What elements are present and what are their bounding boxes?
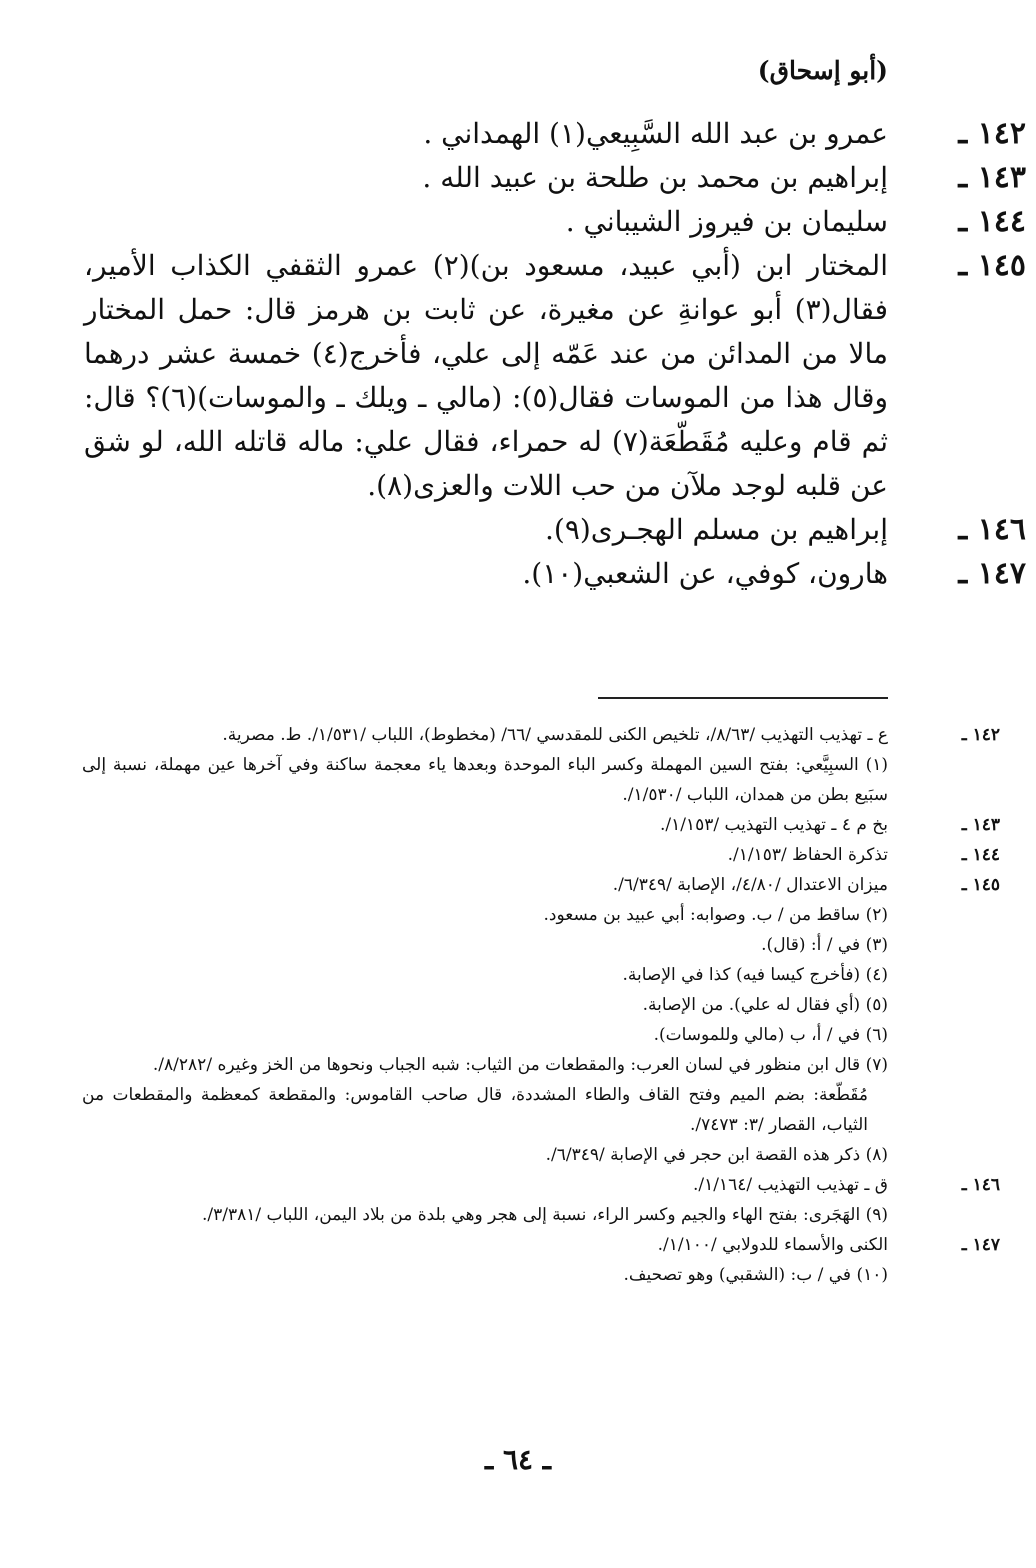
entry-147 [84, 552, 1026, 596]
footnote [82, 1080, 888, 1140]
footnote-text: (٥) (أي فقال له علي). من الإصابة. [642, 995, 888, 1015]
entry-143 [84, 156, 1026, 200]
footnote-text: (٣) في / أ: (قال). [761, 935, 888, 955]
footnote-text: ق ـ تهذيب التهذيب /١/١٦٤/. [692, 1175, 888, 1195]
footnote [82, 1230, 1000, 1260]
footnote [82, 870, 1000, 900]
footnote-number: ١٤٧ ـ [961, 1235, 1000, 1255]
footnote-text: ع ـ تهذيب التهذيب /٨/٦٣/، تلخيص الكنى للمقدسي /٦٦/ (مخطوط)، اللباب /١/٥٣١/. ط. مصرية. [222, 725, 888, 745]
footnote-number: ١٤٥ ـ [961, 875, 1000, 895]
entry-number: ١٤٤ ـ [958, 204, 1026, 239]
footnote [82, 1260, 888, 1290]
footnote [82, 990, 888, 1020]
entry-number: ١٤٦ ـ [958, 512, 1026, 547]
entry-text: عمرو بن عبد الله السَّبِيعي(١) الهمداني . [423, 117, 888, 150]
footnote-text: ميزان الاعتدال /٤/٨٠/، الإصابة /٦/٣٤٩/. [612, 875, 888, 895]
footnote [82, 960, 888, 990]
footnote-number: ١٤٤ ـ [961, 845, 1000, 865]
footnote-text: (٧) قال ابن منظور في لسان العرب: والمقطعات من الثياب: شبه الجباب ونحوها من الخز وغيره /٨/٢٨٢/. [152, 1055, 888, 1075]
entry-number: ١٤٢ ـ [958, 116, 1026, 151]
footnote [82, 1200, 888, 1230]
footnote-text: (١) السبِيَّعي: بفتح السين المهملة وكسر الباء الموحدة وبعدها ياء معجمة ساكنة وفي آخرها عين مهملة، نسبة إلى سبَيع بطن من همدان، اللباب /١/٥٣٠/. [82, 755, 889, 805]
footnote-text: (١٠) في / ب: (الشقبي) وهو تصحيف. [623, 1265, 888, 1285]
footnote-number: ١٤٣ ـ [961, 815, 1000, 835]
entry-number: ١٤٣ ـ [958, 160, 1026, 195]
footnote-text: (٢) ساقط من / ب. وصوابه: أبي عبيد بن مسعود. [543, 905, 888, 925]
footnotes [82, 720, 1000, 1290]
footnote-number: ١٤٢ ـ [961, 725, 1000, 745]
footnote-text: (٩) الهَجَرى: بفتح الهاء والجيم وكسر الراء، نسبة إلى هجر وهي بلدة من بلاد اليمن، اللباب /٣/٣٨١/. [201, 1205, 888, 1225]
entry-146 [84, 508, 1026, 552]
entry-142 [84, 112, 1026, 156]
footnote [82, 1170, 1000, 1200]
footnote-text: الكنى والأسماء للدولابي /١/١٠٠/. [657, 1235, 888, 1255]
footnote [82, 810, 1000, 840]
footnote-text: تذكرة الحفاظ /١/١٥٣/. [727, 845, 888, 865]
entry-text: المختار ابن (أبي عبيد، مسعود بن)(٢) عمرو الثقفي الكذاب الأمير، فقال(٣) أبو عوانةِ عن مغيرة، عن ثابت بن هرمز قال: حمل المختار مالا من المدائن من عند عَمّه إلى علي، فأخرج(٤) خمسة عشر درهما وقال هذا من الموسات فقال(٥): (مالي ـ ويلك ـ والموسات)(٦)؟ قال: ثم قام وعليه مُقَطّعَة(٧) له حمراء، فقال علي: ماله قاتله الله، لو شق عن قلبه لوجد ملآن من حب اللات والعزى(٨). [84, 249, 889, 502]
entry-144 [84, 200, 1026, 244]
footnote [82, 930, 888, 960]
entry-text: إبراهيم بن محمد بن طلحة بن عبيد الله . [422, 161, 888, 194]
footnote [82, 840, 1000, 870]
footnote-number: ١٤٦ ـ [961, 1175, 1000, 1195]
footnote [82, 720, 1000, 750]
running-header: (أبو إسحاق) [757, 56, 888, 85]
footnote [82, 1020, 888, 1050]
main-text [84, 112, 1026, 596]
entry-text: سليمان بن فيروز الشيباني . [565, 205, 888, 238]
footnote [82, 1050, 888, 1080]
entry-145 [84, 244, 1026, 508]
entry-text: إبراهيم بن مسلم الهجـرى(٩). [545, 513, 888, 546]
entry-text: هارون، كوفي، عن الشعبي(١٠). [522, 557, 888, 590]
footnote-text: بخ م ٤ ـ تهذيب التهذيب /١/١٥٣/. [659, 815, 888, 835]
footnote-text: (٨) ذكر هذه القصة ابن حجر في الإصابة /٦/٣٤٩/. [545, 1145, 888, 1165]
footnote [82, 750, 888, 810]
footnote-text: (٤) (فأخرج كيسا فيه) كذا في الإصابة. [622, 965, 888, 985]
footnote [82, 900, 888, 930]
footnote-divider [598, 697, 888, 699]
entry-number: ١٤٥ ـ [958, 248, 1026, 283]
footnote [82, 1140, 888, 1170]
footnote-text: (٦) في / أ، ب (مالي وللموسات). [653, 1025, 888, 1045]
entry-number: ١٤٧ ـ [958, 556, 1026, 591]
footnote-text: مُقَطّعة: بضم الميم وفتح القاف والطاء المشددة، قال صاحب القاموس: والمقطعة كمعظمة والمقطعات من الثياب، القصار /٣: ٧٤٧٣/. [82, 1085, 868, 1135]
page-number: ـ ٦٤ ـ [485, 1443, 551, 1476]
